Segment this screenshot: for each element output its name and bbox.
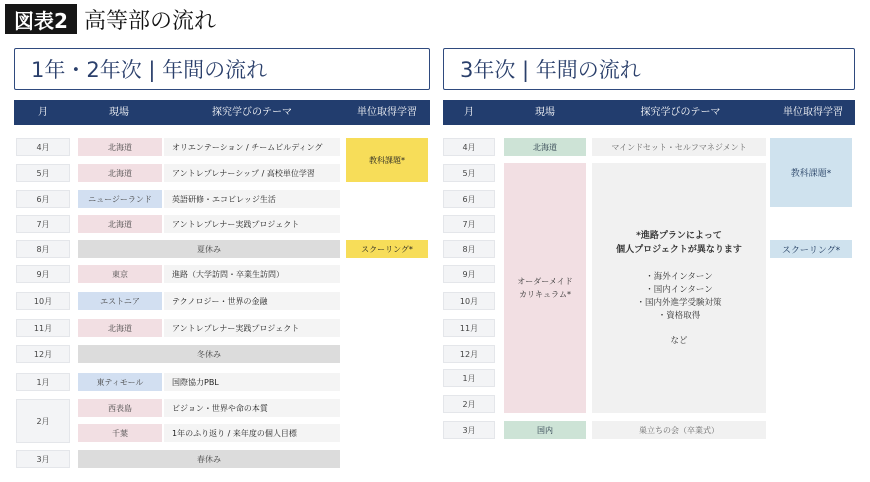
right-month-cell: 5月 [443, 164, 495, 182]
left-month-cell: 4月 [16, 138, 70, 156]
right-month-cell: 10月 [443, 292, 495, 310]
left-month-cell: 9月 [16, 265, 70, 283]
right-first-theme: マインドセット・セルフマネジメント [592, 138, 766, 156]
left-theme-cell: アントレプレナー実践プロジェクト [164, 215, 340, 233]
right-month-cell: 3月 [443, 421, 495, 439]
right-table-header [443, 100, 855, 125]
right-month-cell: 12月 [443, 345, 495, 363]
left-place-cell: 東ティモール [78, 373, 162, 391]
right-month-cell: 7月 [443, 215, 495, 233]
left-table-header [14, 100, 430, 125]
left-month-cell: 12月 [16, 345, 70, 363]
left-place-cell: 北海道 [78, 164, 162, 182]
right-header-month: 月 [464, 107, 474, 118]
right-custom-curriculum [504, 163, 586, 413]
right-section-heading [443, 48, 855, 90]
left-month-cell: 7月 [16, 215, 70, 233]
right-month-cell: 4月 [443, 138, 495, 156]
custom-curriculum-line2: カリキュラム* [519, 290, 571, 299]
custom-curriculum-line1: オーダーメイド [517, 277, 573, 286]
right-header-theme: 探究学びのテーマ [640, 107, 721, 118]
project-item: ・国内インターン [645, 284, 713, 295]
left-merged-cell: 春休み [78, 450, 340, 468]
left-place-cell: ニュージーランド [78, 190, 162, 208]
figure-title: 高等部の流れ [84, 8, 217, 34]
left-month-cell: 1月 [16, 373, 70, 391]
left-theme-cell: 進路（大学訪問・卒業生訪問） [164, 265, 340, 283]
project-item: ・海外インターン [645, 271, 713, 282]
right-month-cell: 11月 [443, 319, 495, 337]
left-month-cell: 10月 [16, 292, 70, 310]
left-month-cell: 8月 [16, 240, 70, 258]
project-item: ・資格取得 [657, 310, 701, 321]
left-month-cell: 3月 [16, 450, 70, 468]
right-month-cell: 1月 [443, 369, 495, 387]
left-place-cell: 北海道 [78, 215, 162, 233]
left-place-cell: 西表島 [78, 399, 162, 417]
left-section-heading [14, 48, 430, 90]
left-theme-cell: オリエンテーション / チームビルディング [164, 138, 340, 156]
left-month-cell: 5月 [16, 164, 70, 182]
left-theme-cell: テクノロジー・世界の金融 [164, 292, 340, 310]
left-merged-cell: 夏休み [78, 240, 340, 258]
left-theme-cell: 国際協力PBL [164, 373, 340, 391]
right-credit-schooling: スクーリング* [770, 240, 852, 258]
right-heading-text: 3年次 | 年間の流れ [460, 58, 641, 82]
left-header-theme: 探究学びのテーマ [212, 107, 292, 118]
project-item: ・国内外進学受験対策 [636, 297, 722, 308]
left-theme-cell: 英語研修・エコビレッジ生活 [164, 190, 340, 208]
right-last-place: 国内 [504, 421, 586, 439]
left-place-cell: 北海道 [78, 138, 162, 156]
left-header-credit: 単位取得学習 [357, 107, 417, 118]
left-theme-cell: 1年のふり返り / 来年度の個人目標 [164, 424, 340, 442]
left-theme-cell: ビジョン・世界や命の本質 [164, 399, 340, 417]
right-header-place: 現場 [535, 107, 555, 118]
right-month-cell: 2月 [443, 395, 495, 413]
right-last-theme: 巣立ちの会（卒業式） [592, 421, 766, 439]
right-month-cell: 6月 [443, 190, 495, 208]
left-credit-subject: 教科課題* [346, 138, 428, 182]
left-theme-cell: アントレプレナーシップ / 高校単位学習 [164, 164, 340, 182]
project-note-line1: *進路プランによって [636, 230, 722, 241]
left-month-cell: 2月 [16, 399, 70, 443]
right-first-place: 北海道 [504, 138, 586, 156]
left-place-cell: 千葉 [78, 424, 162, 442]
figure-badge: 図表2 [5, 4, 77, 34]
left-place-cell: エストニア [78, 292, 162, 310]
left-header-place: 現場 [109, 107, 129, 118]
right-header-credit: 単位取得学習 [783, 107, 843, 118]
right-month-cell: 9月 [443, 265, 495, 283]
project-note-line2: 個人プロジェクトが異なります [616, 244, 742, 255]
left-credit-schooling: スクーリング* [346, 240, 428, 258]
left-place-cell: 北海道 [78, 319, 162, 337]
left-heading-text: 1年・2年次 | 年間の流れ [31, 58, 268, 82]
left-header-month: 月 [38, 107, 48, 118]
left-theme-cell: アントレプレナー実践プロジェクト [164, 319, 340, 337]
left-month-cell: 6月 [16, 190, 70, 208]
right-project-box [592, 163, 766, 413]
right-credit-subject: 教科課題* [770, 138, 852, 207]
left-merged-cell: 冬休み [78, 345, 340, 363]
project-etc: など [670, 335, 688, 346]
left-place-cell: 東京 [78, 265, 162, 283]
right-month-cell: 8月 [443, 240, 495, 258]
left-month-cell: 11月 [16, 319, 70, 337]
